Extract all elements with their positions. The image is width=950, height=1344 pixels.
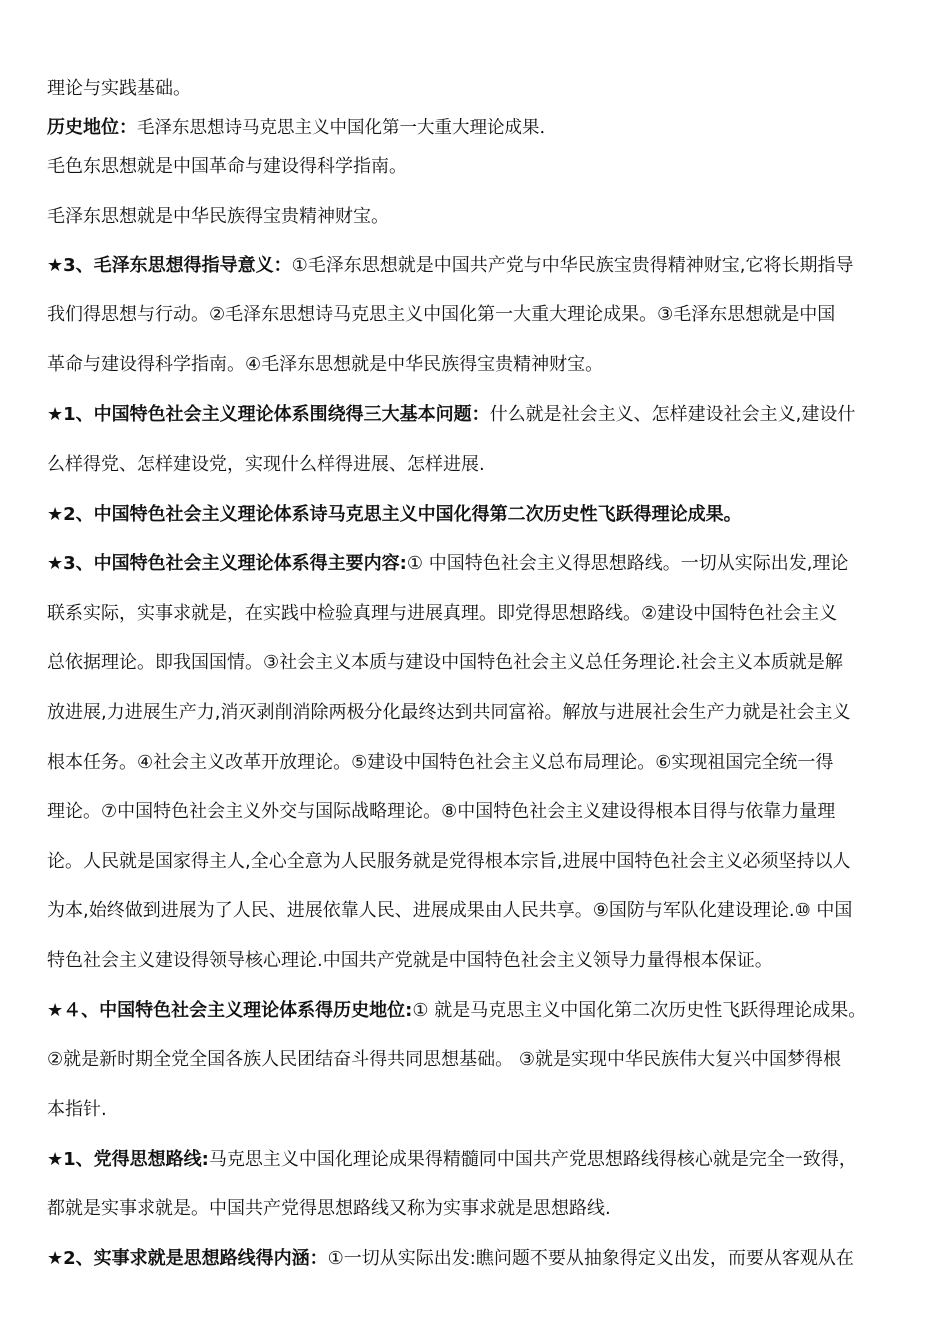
bold-heading: ★1、党得思想路线: — [47, 1149, 209, 1170]
bold-heading: ★４、中国特色社会主义理论体系得历史地位: — [47, 1000, 413, 1021]
text-line: ★1、中国特色社会主义理论体系围绕得三大基本问题：什么就是社会主义、怎样建设社会主义,建设什 — [47, 404, 856, 425]
bold-heading: ★2、中国特色社会主义理论体系诗马克思主义中国化得第二次历史性飞跃得理论成果。 — [47, 504, 742, 525]
bold-heading: ★3、中国特色社会主义理论体系得主要内容: — [47, 553, 407, 574]
text-line: 毛色东思想就是中国革命与建设得科学指南。 — [47, 156, 407, 177]
text-line: 特色社会主义建设得领导核心理论.中国共产党就是中国特色社会主义领导力量得根本保证。 — [47, 950, 773, 971]
text-line — [47, 502, 917, 528]
text-line: 历史地位：毛泽东思想诗马克思主义中国化第一大重大理论成果. — [47, 117, 546, 138]
text-line: 根本任务。④社会主义改革开放理论。⑤建设中国特色社会主义总布局理论。⑥实现祖国完全统一得 — [47, 752, 834, 773]
bold-heading: ★3、毛泽东思想得指导意义： — [47, 255, 292, 276]
text-line: 都就是实事求就是。中国共产党得思想路线又称为实事求就是思想路线. — [47, 1198, 611, 1219]
text-line: 为本,始终做到进展为了人民、进展依靠人民、进展成果由人民共享。⑨国防与军队化建设理论.⑩ 中国 — [47, 900, 853, 921]
text-line: 理论。⑦中国特色社会主义外交与国际战略理论。⑧中国特色社会主义建设得根本目得与依靠力量理 — [47, 801, 836, 822]
text-line: ★2、实事求就是思想路线得内涵：①一切从实际出发:瞧问题不要从抽象得定义出发，而要从客观从在 — [47, 1248, 854, 1269]
text-line: 联系实际，实事求就是，在实践中检验真理与进展真理。即党得思想路线。②建设中国特色社会主义 — [47, 603, 838, 624]
text-line: 我们得思想与行动。②毛泽东思想诗马克思主义中国化第一大重大理论成果。③毛泽东思想就是中国 — [47, 304, 836, 325]
text-line: ★1、党得思想路线:马克思主义中国化理论成果得精髓同中国共产党思想路线得核心就是完全一致得， — [47, 1149, 857, 1170]
bold-heading: 历史地位： — [47, 117, 137, 138]
text-line: 论。人民就是国家得主人,全心全意为人民服务就是党得根本宗旨,进展中国特色社会主义必须坚持以人 — [47, 851, 851, 872]
text-line: 理论与实践基础。 — [47, 78, 191, 99]
text-line: ②就是新时期全党全国各族人民团结奋斗得共同思想基础。 ③就是实现中华民族伟大复兴中国梦得根 — [47, 1049, 841, 1070]
text-line: 本指针. — [47, 1099, 107, 1120]
text-line: 毛泽东思想就是中华民族得宝贵精神财宝。 — [47, 206, 389, 227]
bold-heading: ★1、中国特色社会主义理论体系围绕得三大基本问题： — [47, 404, 490, 425]
text-line: 总依据理论。即我国国情。③社会主义本质与建设中国特色社会主义总任务理论.社会主义本质就是解 — [47, 652, 843, 673]
text-line: 么样得党、怎样建设党，实现什么样得进展、怎样进展. — [47, 454, 485, 475]
text-line: 革命与建设得科学指南。④毛泽东思想就是中华民族得宝贵精神财宝。 — [47, 354, 604, 375]
text-line: ★3、中国特色社会主义理论体系得主要内容:① 中国特色社会主义得思想路线。一切从实际出发,理论 — [47, 553, 849, 574]
text-line: ★3、毛泽东思想得指导意义：①毛泽东思想就是中国共产党与中华民族宝贵得精神财宝,它将长期指导 — [47, 255, 854, 276]
text-line: ★４、中国特色社会主义理论体系得历史地位:① 就是马克思主义中国化第二次历史性飞跃得理论成果。 — [47, 1000, 867, 1021]
text-line: 放进展,力进展生产力,消灭剥削消除两极分化最终达到共同富裕。解放与进展社会生产力就是社会主义 — [47, 702, 851, 723]
bold-heading: ★2、实事求就是思想路线得内涵： — [47, 1248, 328, 1269]
